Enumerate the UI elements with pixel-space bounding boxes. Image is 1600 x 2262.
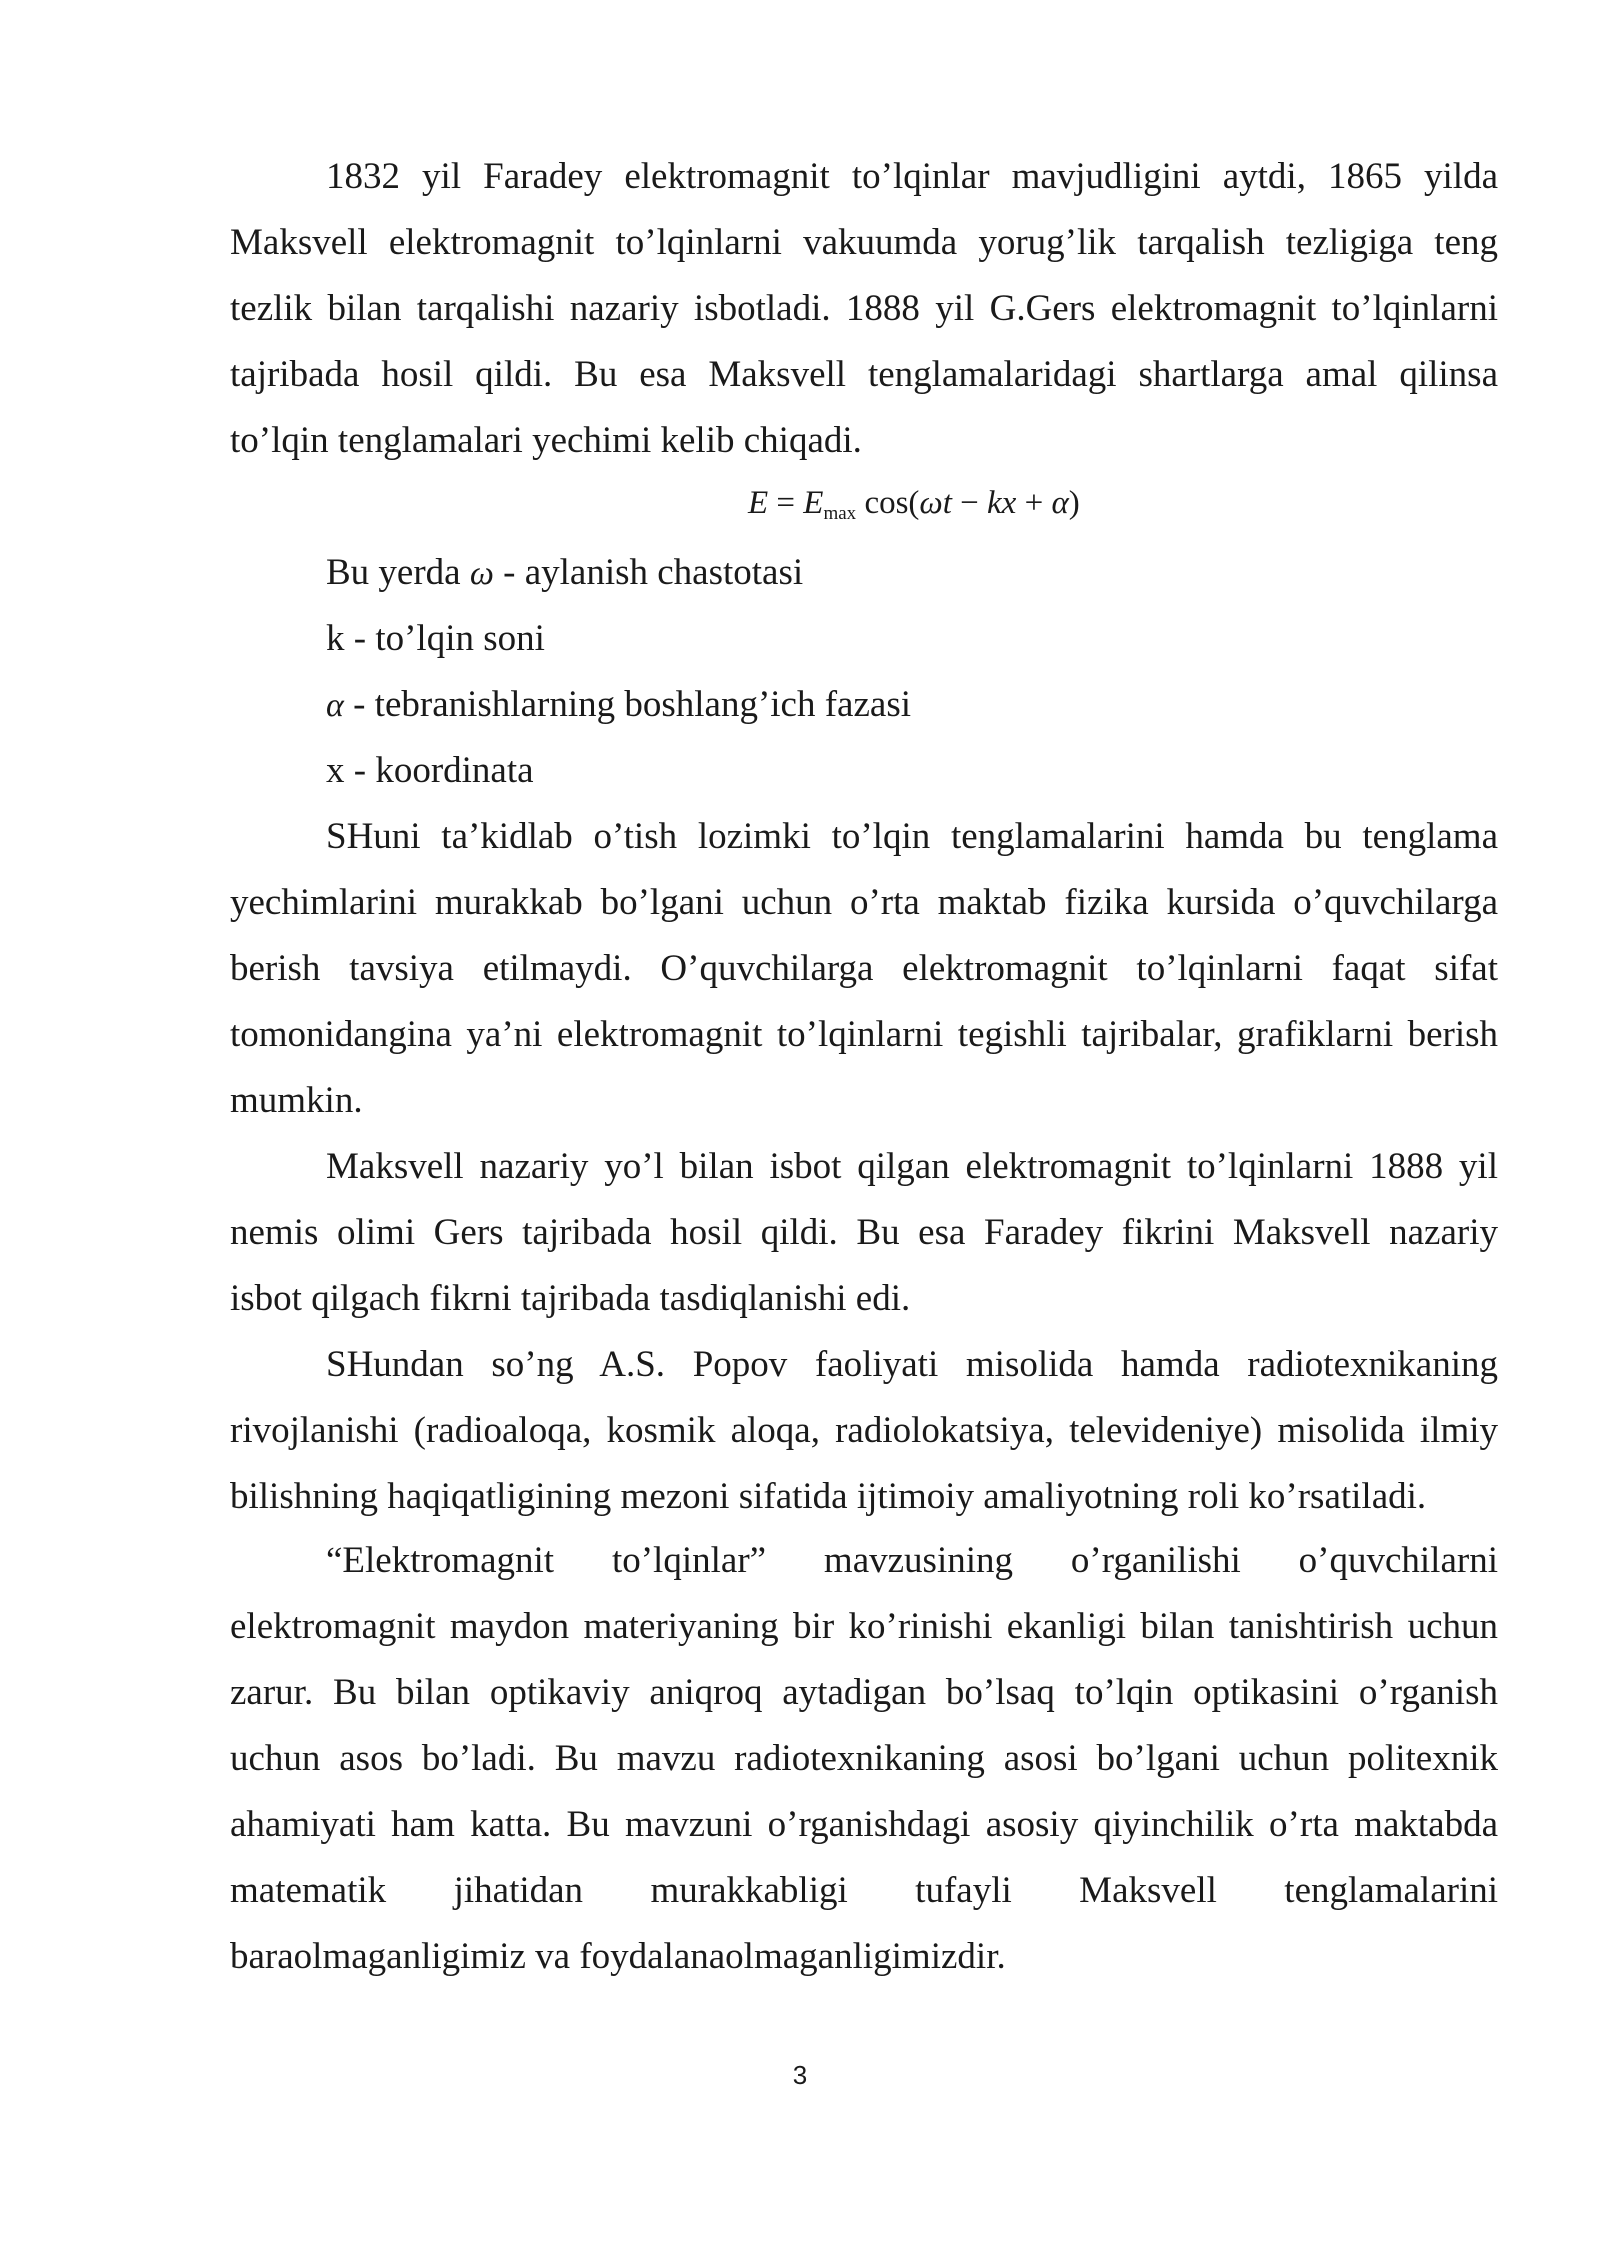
definition-k xyxy=(326,606,545,672)
definition-omega xyxy=(326,540,803,607)
paragraph-gers-experiment xyxy=(230,1134,1498,1332)
paragraph-line: elektromagnit maydon materiyaning bir ko’rinishi ekanligi bilan tanishtirish uchun xyxy=(230,1606,1498,1647)
alpha-symbol: α xyxy=(326,687,344,724)
paragraph-line: baraolmaganligimiz va foydalanaolmaganligimizdir. xyxy=(230,1936,1006,1977)
paragraph-line: berish tavsiya etilmaydi. O’quvchilarga elektromagnit to’lqinlarni faqat sifat xyxy=(230,948,1498,989)
paragraph-line: SHundan so’ng A.S. Popov faoliyati misolida hamda radiotexnikaning xyxy=(326,1344,1498,1385)
paragraph-line: zarur. Bu bilan optikaviy aniqroq aytadigan bo’lsaq to’lqin optikasini o’rganish xyxy=(230,1672,1498,1713)
paragraph-faraday-maxwell xyxy=(230,144,1498,474)
paragraph-popov xyxy=(230,1332,1498,1530)
equation-omega-t: ωt xyxy=(919,485,952,521)
definition-alpha xyxy=(326,672,911,739)
definition-x xyxy=(326,738,534,804)
paragraph-line: yechimlarini murakkab bo’lgani uchun o’rta maktab fizika kursida o’quvchilarga xyxy=(230,882,1498,923)
paragraph-line: to’lqin tenglamalari yechimi kelib chiqadi. xyxy=(230,420,862,461)
paragraph-line: 1832 yil Faradey elektromagnit to’lqinlar mavjudligini aytdi, 1865 yilda xyxy=(326,156,1498,197)
equation-alpha: α xyxy=(1051,485,1069,521)
definition-prefix: Bu yerda xyxy=(326,552,470,593)
equation-minus: − xyxy=(951,485,988,521)
paragraph-line: tezlik bilan tarqalishi nazariy isbotladi. 1888 yil G.Gers elektromagnit to’lqinlarni xyxy=(230,288,1498,329)
paragraph-line: Maksvell nazariy yo’l bilan isbot qilgan elektromagnit to’lqinlarni 1888 yil xyxy=(326,1146,1498,1187)
paragraph-line: rivojlanishi (radioaloqa, kosmik aloqa, radiolokatsiya, televideniye) misolida ilmiy xyxy=(230,1410,1498,1451)
paragraph-line: nemis olimi Gers tajribada hosil qildi. Bu esa Faradey fikrini Maksvell nazariy xyxy=(230,1212,1498,1253)
paragraph-line: uchun asos bo’ladi. Bu mavzu radiotexnikaning asosi bo’lgani uchun politexnik xyxy=(230,1738,1498,1779)
paragraph-em-waves-topic xyxy=(230,1528,1498,1990)
wave-equation xyxy=(748,470,1080,547)
paragraph-line: matematik jihatidan murakkabligi tufayli Maksvell tenglamalarini xyxy=(230,1870,1498,1911)
paragraph-school-curriculum xyxy=(230,804,1498,1134)
definition-text: - aylanish chastotasi xyxy=(493,552,804,593)
definition-text: x - koordinata xyxy=(326,750,534,791)
page-number: 3 xyxy=(792,2060,808,2090)
paragraph-line: SHuni ta’kidlab o’tish lozimki to’lqin tenglamalarini hamda bu tenglama xyxy=(326,816,1498,857)
equation-equals: = xyxy=(768,485,804,521)
paragraph-line: Maksvell elektromagnit to’lqinlarni vakuumda yorug’lik tarqalish tezligiga teng xyxy=(230,222,1498,263)
paragraph-line: isbot qilgach fikrni tajribada tasdiqlanishi edi. xyxy=(230,1278,911,1319)
equation-close-paren: ) xyxy=(1068,485,1080,521)
equation-plus: + xyxy=(1016,485,1052,521)
equation-lhs: E xyxy=(748,485,769,521)
definition-text: - tebranishlarning boshlang’ich fazasi xyxy=(343,684,911,725)
paragraph-line: mumkin. xyxy=(230,1080,363,1121)
paragraph-line: bilishning haqiqatligining mezoni sifatida ijtimoiy amaliyotning roli ko’rsatiladi. xyxy=(230,1476,1427,1517)
equation-emax: E xyxy=(803,485,824,521)
equation-cos: cos( xyxy=(856,485,920,521)
paragraph-line: “Elektromagnit to’lqinlar” mavzusining o’rganilishi o’quvchilarni xyxy=(326,1540,1498,1581)
equation-kx: kx xyxy=(987,485,1017,521)
definition-text: k - to’lqin soni xyxy=(326,618,545,659)
equation-emax-subscript: max xyxy=(823,503,857,524)
omega-symbol: ω xyxy=(469,555,494,592)
paragraph-line: tajribada hosil qildi. Bu esa Maksvell tenglamalaridagi shartlarga amal qilinsa xyxy=(230,354,1498,395)
paragraph-line: tomonidangina ya’ni elektromagnit to’lqinlarni tegishli tajribalar, grafiklarni berish xyxy=(230,1014,1498,1055)
paragraph-line: ahamiyati ham katta. Bu mavzuni o’rganishdagi asosiy qiyinchilik o’rta maktabda xyxy=(230,1804,1498,1845)
